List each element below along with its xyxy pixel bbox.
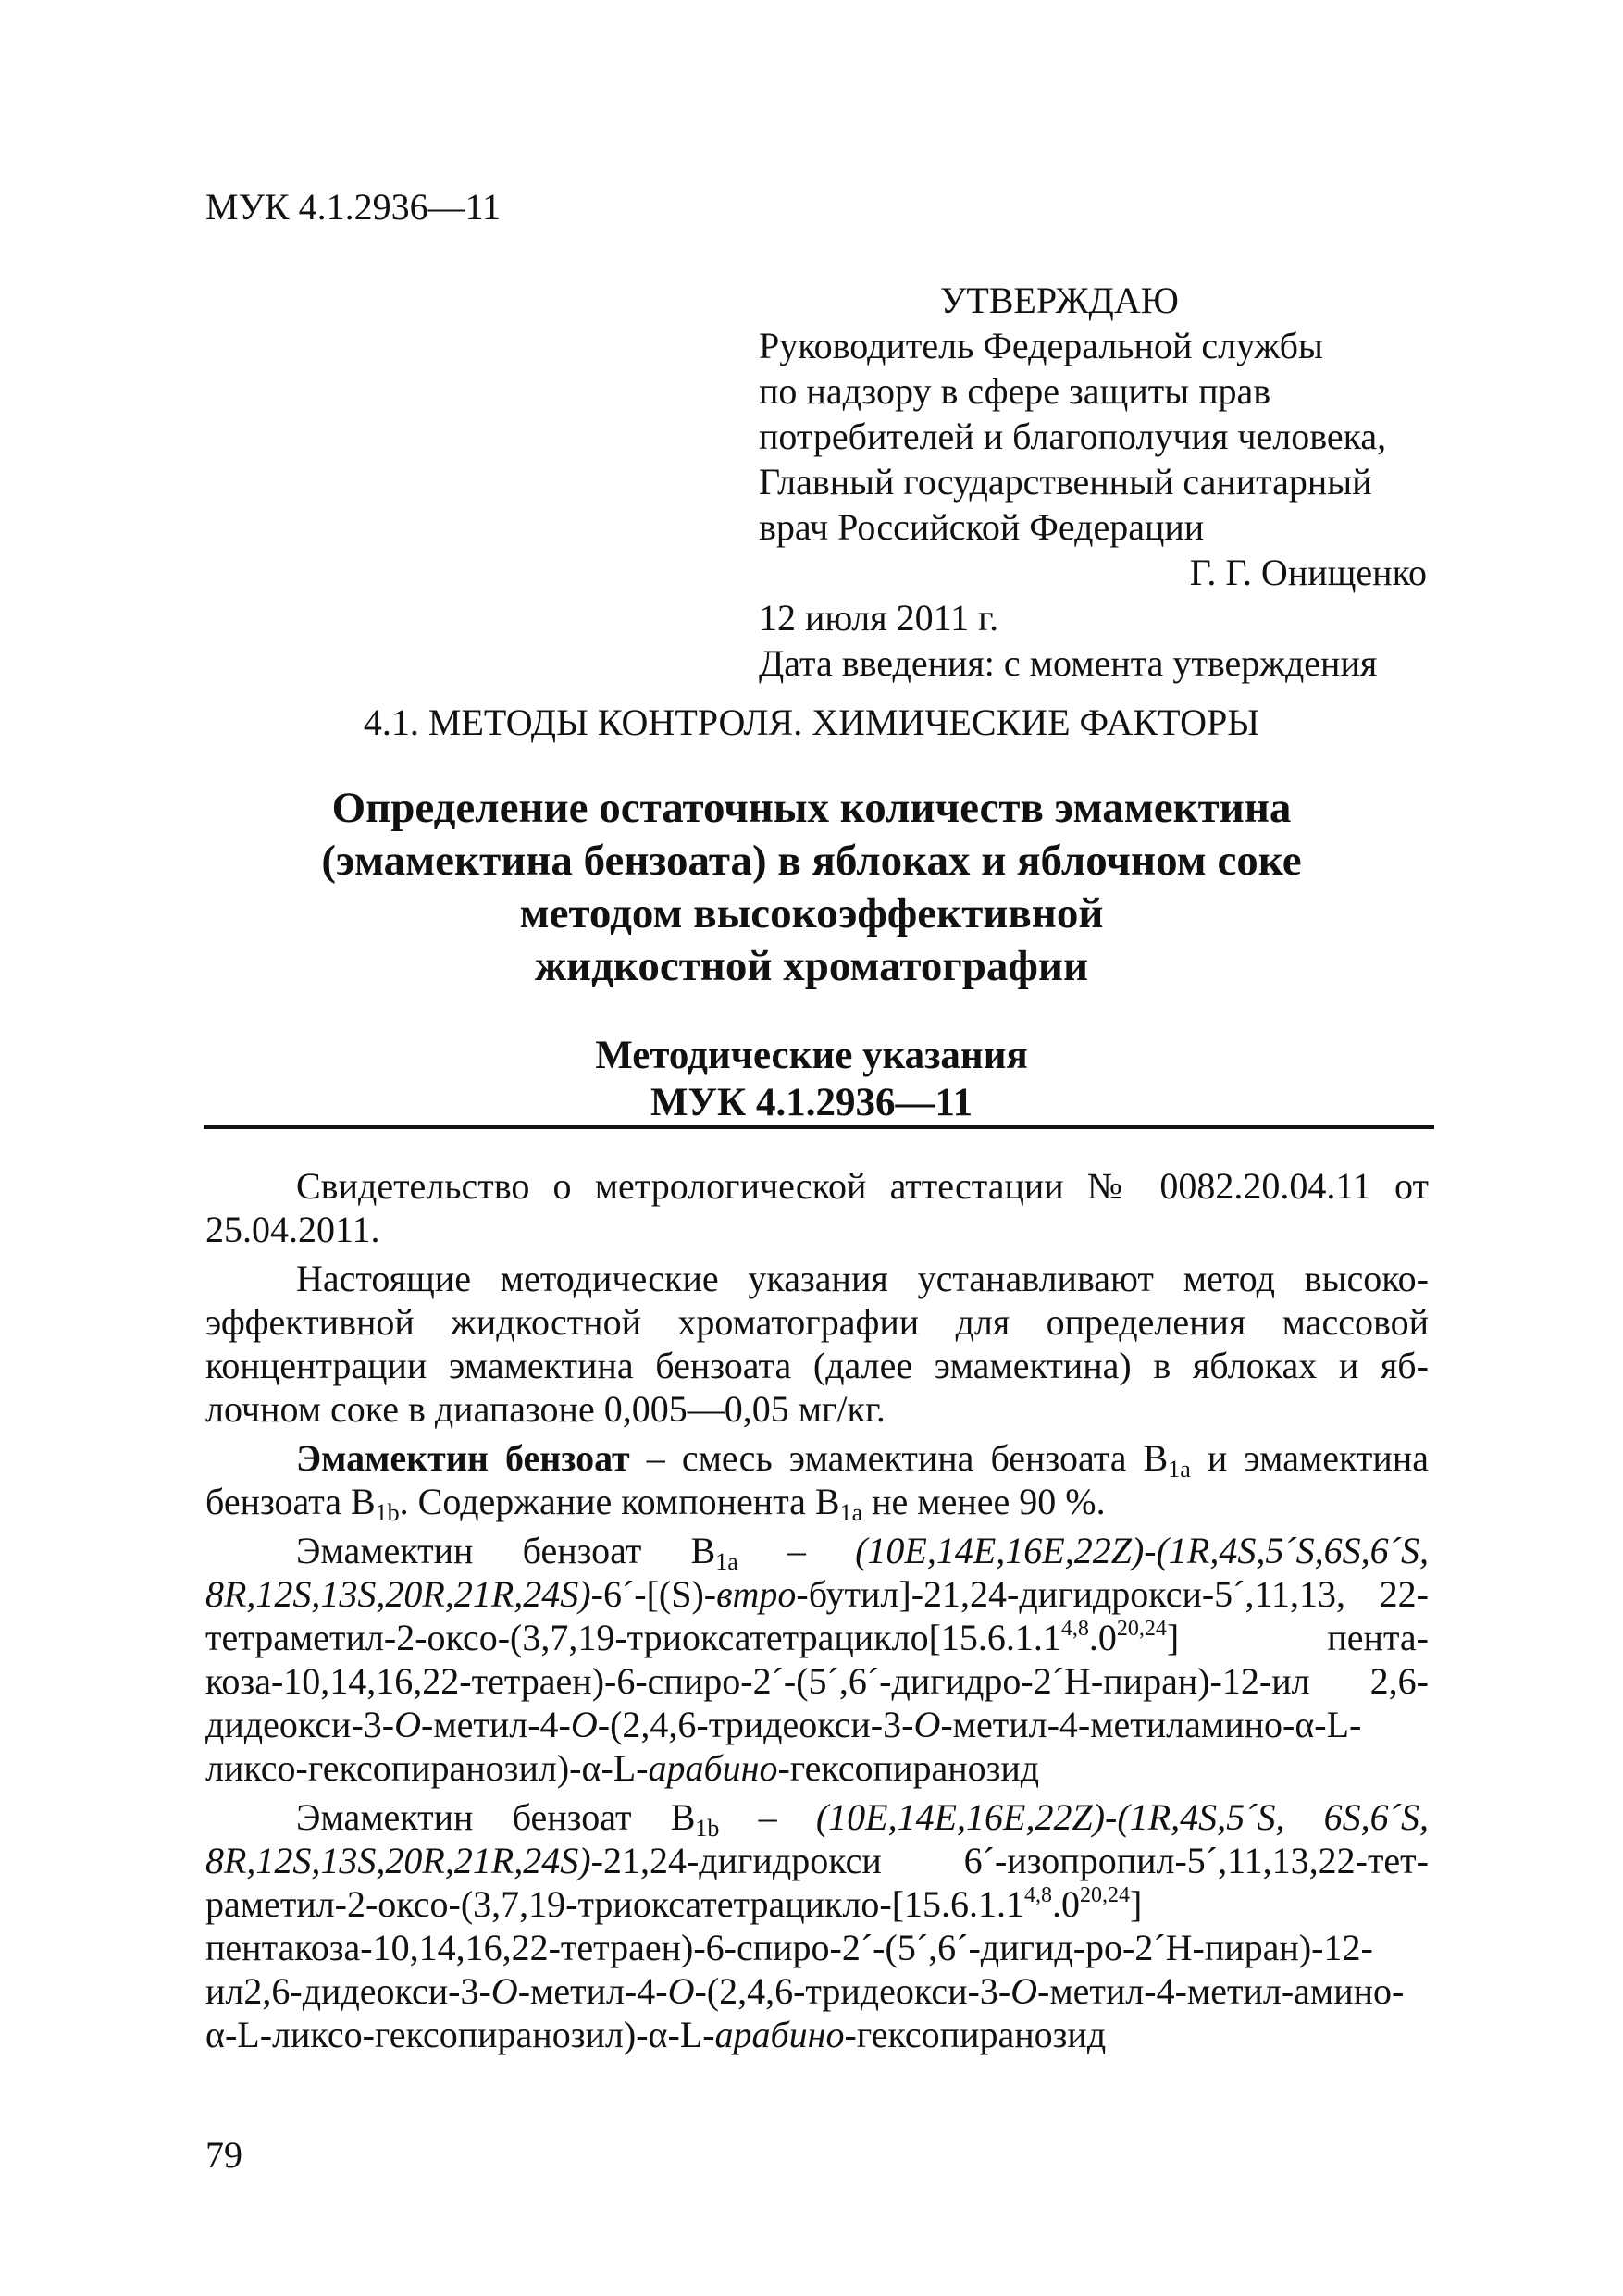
- approval-date: 12 июля 2011 г.: [759, 597, 999, 639]
- term: Эмамектин бензоат: [296, 1437, 630, 1479]
- approval-line: Главный государственный санитарный: [759, 461, 1372, 503]
- title-line: Определение остаточных количеств эмамектина: [331, 784, 1292, 832]
- approval-signatory: Г. Г. Онищенко: [1189, 552, 1427, 593]
- document-title: [185, 782, 1438, 993]
- certificate-paragraph: Свидетельство о метрологической аттестации № 0082.20.04.11 от 25.04.2011.: [205, 1165, 1429, 1250]
- approval-line: Руководитель Федеральной службы: [759, 325, 1323, 366]
- title-line: жидкостной хроматографии: [534, 942, 1089, 990]
- title-line: методом высокоэффективной: [519, 889, 1104, 937]
- formula-b1a-paragraph: Эмамектин бензоат $В_{1a}$ – (10E,14E,16E,22Z)-(1R,4S,5´S,6S,6´S, 8R,12S,13S,20R,21R,24S)-6´-[(S)-втро-бутил]-21,24-дигидрокси-5´,11,13, 22-тетраметил-2-оксо-(3,7,19-триоксатетрацикло[15.6.1.1$^{4,8}$.0$^{20,24}$] пентакоза-10,14,16,22-тетраен)-6-спиро-2´-(5´,6´-дигидро-2´Н-пиран)-12-ил 2,6-дидеокси-3-O-метил-4-O-(2,4,6-тридеокси-3-O-метил-4-метиламино-α-L-ликсо-гексопиранозил)-α-L-арабино-гексопиранозид: [205, 1530, 1429, 1789]
- approval-line: по надзору в сфере защиты прав: [759, 370, 1271, 412]
- document-code-header: МУК 4.1.2936—11: [205, 186, 502, 228]
- page-number: 79: [205, 2134, 242, 2176]
- subtitle-code: МУК 4.1.2936—11: [650, 1081, 973, 1124]
- document-subtitle: [185, 1032, 1438, 1126]
- effective-date: Дата введения: с момента утверждения: [759, 642, 1378, 684]
- title-line: (эмамектина бензоата) в яблоках и яблочном соке: [321, 837, 1302, 885]
- approval-line: врач Российской Федерации: [759, 506, 1205, 548]
- formula-b1b-paragraph: Эмамектин бензоат $В_{1b}$ – (10E,14E,16E,22Z)-(1R,4S,5´S, 6S,6´S, 8R,12S,13S,20R,21R,24S)-21,24-дигидрокси 6´-изопропил-5´,11,13,22-тетраметил-2-оксо-(3,7,19-триоксатетрацикло-[15.6.1.1$^{4,8}$.0$^{20,24}$] пентакоза-10,14,16,22-тетраен)-6-спиро-2´-(5´,6´-дигид-ро-2´Н-пиран)-12-ил2,6-дидеокси-3-O-метил-4-O-(2,4,6-тридеокси-3-O-метил-4-метил-амино-α-L-ликсо-гексопиранозил)-α-L-арабино-гексопиранозид: [205, 1796, 1429, 2055]
- definition-paragraph: Эмамектин бензоат – смесь эмамектина бензоата $В_{1a}$ и эмамектина бензоата $В_{1b}$. Содержание компонента $В_{1a}$ не менее 90 %.: [205, 1437, 1429, 1526]
- scope-paragraph: Настоящие методические указания устанавливают метод высокоэффективной жидкостной хроматографии для определения массовой концентрации эмамектина бензоата (далее эмамектина) в яблоках и яблочном соке в диапазоне 0,005—0,05 мг/кг.: [205, 1258, 1429, 1430]
- approval-title: УТВЕРЖДАЮ: [940, 279, 1179, 321]
- section-heading: 4.1. МЕТОДЫ КОНТРОЛЯ. ХИМИЧЕСКИЕ ФАКТОРЫ: [363, 701, 1260, 743]
- approval-block: [759, 278, 1434, 686]
- horizontal-rule: [204, 1125, 1434, 1129]
- approval-line: потребителей и благополучия человека,: [759, 416, 1387, 457]
- document-body: [205, 1164, 1429, 2062]
- subtitle-line: Методические указания: [595, 1034, 1028, 1077]
